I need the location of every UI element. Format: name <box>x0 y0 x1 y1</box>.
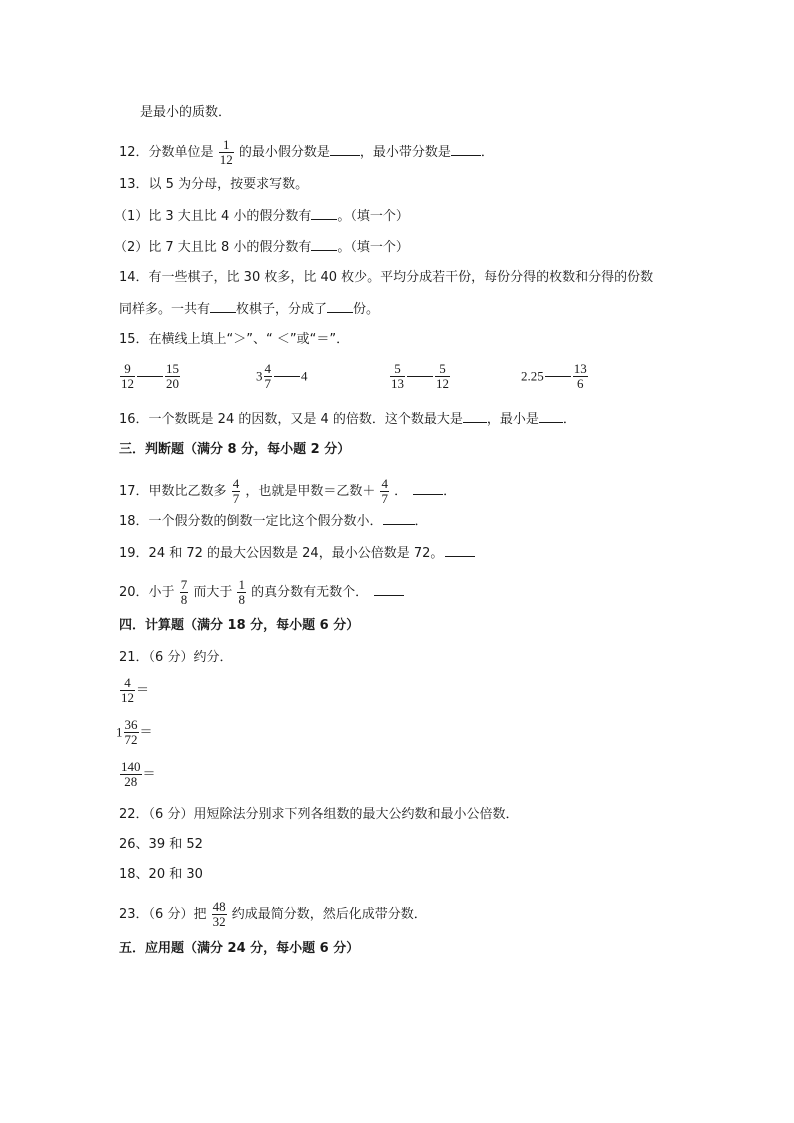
question-18 <box>119 512 428 531</box>
fraction-denominator: 12 <box>219 152 233 167</box>
fraction-numerator: 1 <box>238 577 245 592</box>
fraction-numerator: 9 <box>120 362 135 377</box>
fraction-numerator: 48 <box>212 899 226 914</box>
fraction-numerator: 5 <box>435 362 450 377</box>
equals-sign: ＝ <box>142 767 156 782</box>
q20-prefix: 20．小于 <box>119 585 175 600</box>
q17-period: ． <box>394 484 408 499</box>
section-5-heading <box>119 940 359 958</box>
q12-middle-2: ，最小带分数是 <box>359 145 451 160</box>
section-3-heading <box>119 441 350 459</box>
fraction <box>124 718 139 747</box>
question-13 <box>119 176 308 194</box>
q19-text: 19．24 和 72 的最大公因数是 24，最小公倍数是 72。 <box>119 546 444 561</box>
question-23 <box>119 900 427 929</box>
comparison-3 <box>389 362 451 391</box>
q16-middle: ，最小是 <box>486 412 539 427</box>
fraction-denominator: 12 <box>436 376 449 391</box>
fraction-numerator: 7 <box>180 577 188 592</box>
question-15 <box>119 331 349 349</box>
answer-blank[interactable] <box>374 583 404 596</box>
question-13-sub-1 <box>114 207 409 226</box>
fraction <box>573 362 588 391</box>
fraction <box>237 578 246 607</box>
q14-line2-prefix: 同样多。一共有 <box>119 302 211 317</box>
comparison-4 <box>521 362 589 391</box>
fraction-denominator: 12 <box>121 376 134 391</box>
q22-text: 22．（6 分）用短除法分别求下列各组数的最大公约数和最小公倍数． <box>119 807 519 822</box>
fraction-denominator: 20 <box>166 376 179 391</box>
q13-text: 13．以 5 为分母，按要求写数。 <box>119 177 309 192</box>
q12-middle: 的最小假分数是 <box>238 145 330 160</box>
fraction-numerator: 140 <box>121 759 141 774</box>
q16-end: ． <box>562 412 576 427</box>
mixed-whole: 1 <box>116 724 123 740</box>
fraction <box>165 362 180 391</box>
answer-blank[interactable] <box>413 482 443 495</box>
question-22 <box>119 806 518 824</box>
answer-blank[interactable] <box>545 376 571 377</box>
fraction-numerator: 13 <box>573 361 587 376</box>
q12-prefix: 12．分数单位是 <box>119 145 214 160</box>
fraction-numerator: 4 <box>120 676 135 691</box>
fraction-numerator: 1 <box>219 138 234 153</box>
answer-blank[interactable] <box>137 376 163 377</box>
equals-sign: ＝ <box>136 683 150 698</box>
fraction-numerator: 4 <box>232 476 240 491</box>
section-5-title: 五．应用题（满分 24 分，每小题 6 分） <box>119 941 360 956</box>
answer-blank[interactable] <box>383 512 415 525</box>
comparison-2 <box>256 362 308 391</box>
answer-blank[interactable] <box>274 376 300 377</box>
answer-blank[interactable] <box>327 300 353 313</box>
fraction-denominator: 6 <box>577 376 584 391</box>
answer-blank[interactable] <box>210 300 236 313</box>
question-14-line-1 <box>119 269 653 287</box>
mixed-whole: 3 <box>256 368 263 384</box>
q22-group-2 <box>119 866 203 884</box>
continuation-line <box>140 104 231 122</box>
q23-suffix: 约成最简分数，然后化成带分数． <box>231 907 427 922</box>
q22-group-1 <box>119 836 203 854</box>
answer-blank[interactable] <box>463 410 487 423</box>
q22-group-1-text: 26、39 和 52 <box>119 837 203 852</box>
fraction <box>435 362 450 391</box>
fraction-denominator: 12 <box>121 690 134 705</box>
compare-value: 4 <box>301 368 308 384</box>
answer-blank[interactable] <box>311 207 337 220</box>
question-13-sub-2 <box>114 238 409 257</box>
q14-line1-text: 14．有一些棋子，比 30 枚多，比 40 枚少。平均分成若干份，每份分得的枚数和分得的份数 <box>119 270 654 285</box>
answer-blank[interactable] <box>445 544 475 557</box>
q14-line2-end: 份。 <box>353 302 380 317</box>
fraction-numerator: 15 <box>166 361 179 376</box>
answer-blank[interactable] <box>451 143 481 156</box>
q22-group-2-text: 18、20 和 30 <box>119 867 203 882</box>
q16-prefix: 16．一个数既是 24 的因数，又是 4 的倍数．这个数最大是 <box>119 412 463 427</box>
question-17 <box>119 477 456 506</box>
fraction <box>120 676 135 705</box>
fraction <box>120 760 142 789</box>
fraction-numerator: 4 <box>264 361 271 376</box>
answer-blank[interactable] <box>539 410 563 423</box>
answer-blank[interactable] <box>407 376 433 377</box>
section-4-heading <box>119 617 359 635</box>
question-14-line-2 <box>119 300 379 319</box>
fraction-numerator: 5 <box>390 362 405 377</box>
q18-end: ． <box>414 514 428 529</box>
q13-sub2-prefix: （2）比 7 大且比 8 小的假分数有 <box>114 240 312 255</box>
q21-item-3 <box>119 760 156 789</box>
q13-sub1-suffix: 。（填一个） <box>337 209 409 224</box>
question-16 <box>119 410 576 429</box>
fraction-numerator: 36 <box>124 717 138 732</box>
fraction-denominator: 8 <box>180 592 188 607</box>
compare-value: 2.25 <box>521 368 544 384</box>
fraction-denominator: 7 <box>381 491 388 506</box>
q21-text: 21．（6 分）约分． <box>119 650 233 665</box>
q21-item-2 <box>116 718 153 747</box>
section-4-title: 四．计算题（满分 18 分，每小题 6 分） <box>119 618 360 633</box>
q13-sub1-prefix: （1）比 3 大且比 4 小的假分数有 <box>114 209 312 224</box>
question-20 <box>119 578 404 607</box>
q21-item-1 <box>119 676 149 705</box>
fraction-denominator: 32 <box>212 914 226 929</box>
fraction <box>120 362 135 391</box>
q20-end: 的真分数有无数个． <box>251 585 369 600</box>
fraction-denominator: 8 <box>238 592 245 607</box>
q23-prefix: 23．（6 分）把 <box>119 907 207 922</box>
fraction <box>180 578 189 607</box>
fraction <box>232 477 241 506</box>
q17-end: ． <box>443 484 457 499</box>
fraction-denominator: 28 <box>124 774 138 789</box>
question-12 <box>119 138 494 167</box>
q13-sub2-suffix: 。（填一个） <box>337 240 409 255</box>
question-19 <box>119 544 475 563</box>
continuation-text: 是最小的质数． <box>140 105 232 120</box>
answer-blank[interactable] <box>311 238 337 251</box>
fraction <box>212 900 227 929</box>
fraction <box>390 362 405 391</box>
q12-fraction <box>219 138 234 167</box>
fraction-numerator: 4 <box>381 476 388 491</box>
equals-sign: ＝ <box>139 725 153 740</box>
question-21 <box>119 649 232 667</box>
fraction <box>264 362 273 391</box>
comparison-1 <box>119 362 181 391</box>
section-3-title: 三．判断题（满分 8 分，每小题 2 分） <box>119 442 351 457</box>
q17-middle: ，也就是甲数＝乙数＋ <box>245 484 376 499</box>
fraction-denominator: 7 <box>232 491 240 506</box>
q17-prefix: 17．甲数比乙数多 <box>119 484 227 499</box>
fraction <box>380 477 389 506</box>
answer-blank[interactable] <box>330 143 360 156</box>
fraction-denominator: 7 <box>264 376 271 391</box>
fraction-denominator: 72 <box>124 732 138 747</box>
q12-end: ． <box>480 145 494 160</box>
q15-text: 15．在横线上填上“＞”、“ ＜”或“＝”． <box>119 332 350 347</box>
q18-text: 18．一个假分数的倒数一定比这个假分数小． <box>119 514 383 529</box>
q20-middle: 而大于 <box>193 585 233 600</box>
fraction-denominator: 13 <box>391 376 404 391</box>
q14-line2-middle: 枚棋子，分成了 <box>236 302 328 317</box>
